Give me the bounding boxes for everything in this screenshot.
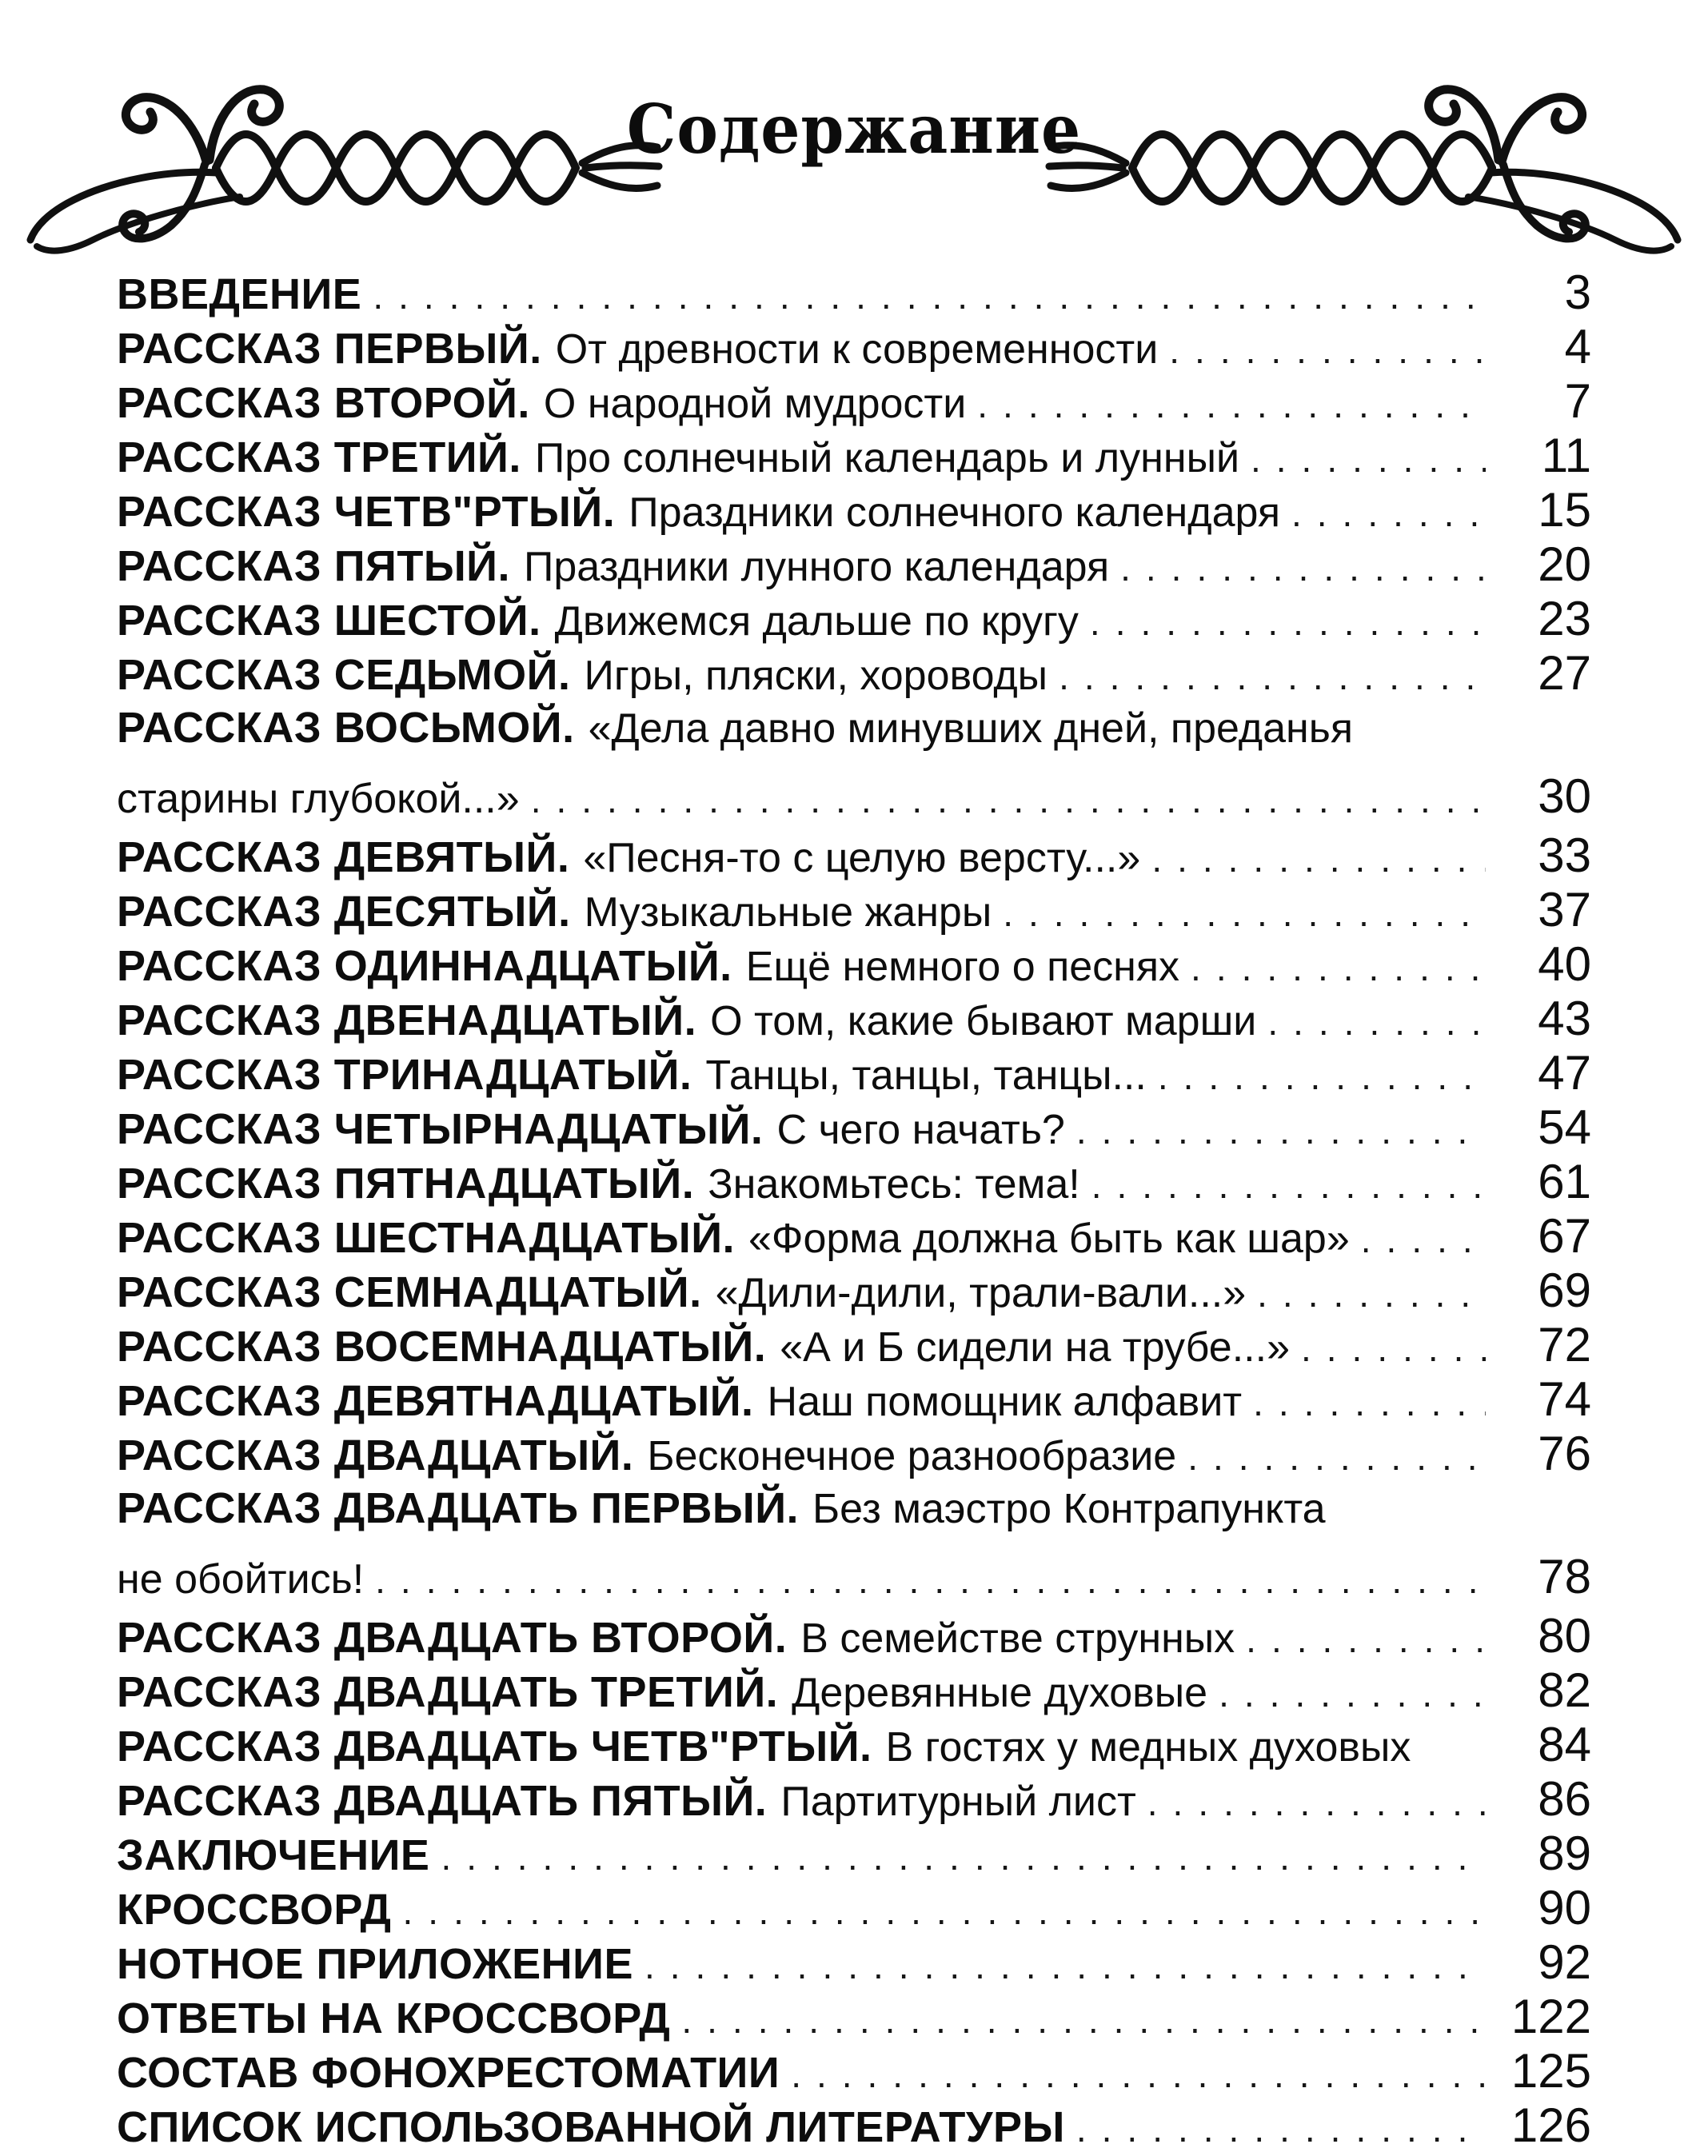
toc-entry-label: ОТВЕТЫ НА КРОССВОРД — [117, 1994, 671, 2042]
toc-entry-page: 33 — [1538, 828, 1591, 882]
toc-entry-label: РАССКАЗ ОДИННАДЦАТЫЙ. — [117, 942, 732, 990]
dot-leader — [681, 1993, 1486, 2047]
toc-entry-page: 80 — [1538, 1609, 1591, 1663]
toc-entry-label: РАССКАЗ ВОСЕМНАДЦАТЫЙ. — [117, 1323, 767, 1371]
toc-entry-label: РАССКАЗ ДЕСЯТЫЙ. — [117, 888, 571, 936]
toc-entry-label: РАССКАЗ ДВАДЦАТЬ ПЕРВЫЙ. — [117, 1484, 800, 1532]
toc-entry-label: РАССКАЗ ЧЕТВ"РТЫЙ. — [117, 488, 616, 536]
toc-entry-desc: В семействе струнных — [800, 1615, 1235, 1662]
toc-entry-page: 90 — [1538, 1881, 1591, 1934]
toc-entry-desc: Бесконечное разнообразие — [647, 1433, 1177, 1479]
toc-entry-desc: Праздники солнечного календаря — [629, 489, 1280, 536]
toc-entry-desc: С чего начать? — [776, 1107, 1065, 1153]
dot-leader — [1169, 323, 1486, 377]
toc-entry-desc: «Форма должна быть как шар» — [748, 1216, 1350, 1262]
dot-leader — [1251, 432, 1486, 486]
toc-entry-page: 78 — [1538, 1550, 1591, 1603]
toc-entry-label: СОСТАВ ФОНОХРЕСТОМАТИИ — [117, 2049, 780, 2097]
dot-leader — [977, 377, 1486, 432]
toc-entry-page: 20 — [1538, 537, 1591, 591]
dot-leader — [441, 1830, 1486, 1884]
toc-entry — [117, 883, 1591, 937]
toc-entry — [117, 1663, 1591, 1718]
toc-entry-label: РАССКАЗ ПЯТЫЙ. — [117, 542, 510, 590]
dot-leader — [1361, 1212, 1486, 1267]
toc-entry-desc: Праздники лунного календаря — [524, 544, 1110, 590]
toc-entry-label: РАССКАЗ СЕДЬМОЙ. — [117, 651, 571, 699]
page-header — [0, 0, 1708, 266]
toc-entry-label: НОТНОЕ ПРИЛОЖЕНИЕ — [117, 1940, 633, 1988]
toc-entry-desc: Движемся дальше по кругу — [554, 598, 1079, 645]
toc-entry — [117, 1318, 1591, 1372]
toc-entry-label: СПИСОК ИСПОЛЬЗОВАННОЙ ЛИТЕРАТУРЫ — [117, 2103, 1065, 2151]
toc-entry-desc: «Дили-дили, трали-вали...» — [715, 1270, 1247, 1316]
toc-entry — [117, 2044, 1591, 2098]
toc-entry — [117, 1550, 1591, 1604]
toc-entry-page: 72 — [1538, 1318, 1591, 1371]
toc-entry — [117, 828, 1591, 883]
toc-entry-label: РАССКАЗ ТРИНАДЦАТЫЙ. — [117, 1051, 692, 1099]
toc-entry — [117, 374, 1591, 429]
toc-entry — [117, 769, 1591, 824]
toc-entry-label: ЗАКЛЮЧЕНИЕ — [117, 1831, 430, 1879]
dot-leader — [1151, 832, 1486, 886]
toc-entry-desc: старины глубокой...» — [117, 776, 520, 822]
dot-leader — [375, 1553, 1486, 1607]
toc-entry-desc: Музыкальные жанры — [584, 889, 992, 936]
toc-entry-label: РАССКАЗ ДВАДЦАТЬ ТРЕТИЙ. — [117, 1668, 779, 1716]
toc-entry — [117, 1609, 1591, 1663]
dot-leader — [1076, 2102, 1486, 2156]
toc-entry — [117, 1935, 1591, 1990]
toc-entry-desc: Партитурный лист — [780, 1779, 1136, 1825]
toc-entry — [117, 1427, 1591, 1481]
toc-entry — [117, 1100, 1591, 1155]
dot-leader — [373, 269, 1486, 323]
toc-entry-label: РАССКАЗ ВТОРОЙ. — [117, 379, 530, 427]
toc-entry-desc: Без маэстро Контрапункта — [812, 1486, 1326, 1532]
toc-entry-desc: Игры, пляски, хороводы — [584, 653, 1048, 699]
toc-entry — [117, 320, 1591, 374]
toc-entry — [117, 1046, 1591, 1100]
toc-entry-label: РАССКАЗ ДВЕНАДЦАТЫЙ. — [117, 996, 697, 1044]
toc-entry-label: РАССКАЗ ШЕСТНАДЦАТЫЙ. — [117, 1214, 736, 1262]
toc-entry-desc: От древности к современности — [555, 326, 1159, 373]
toc-entry-page: 54 — [1538, 1100, 1591, 1154]
dot-leader — [1301, 1321, 1486, 1375]
dot-leader — [1158, 1049, 1486, 1104]
dot-leader — [1291, 486, 1486, 541]
dot-leader — [1090, 595, 1486, 649]
dot-leader — [1191, 940, 1486, 995]
dot-leader — [791, 2047, 1486, 2102]
toc-entry-page: 89 — [1538, 1827, 1591, 1880]
toc-entry-desc: Ещё немного о песнях — [745, 944, 1180, 990]
toc-entry-desc: В гостях у медных духовых — [885, 1724, 1411, 1771]
toc-entry — [117, 1481, 1591, 1535]
toc-entry-page: 125 — [1510, 2044, 1591, 2098]
toc-entry — [117, 1155, 1591, 1209]
toc-entry — [117, 992, 1591, 1046]
toc-entry-label: РАССКАЗ ЧЕТЫРНАДЦАТЫЙ. — [117, 1105, 764, 1153]
toc-entry-page: 76 — [1538, 1427, 1591, 1480]
toc-entry-label: РАССКАЗ ДЕВЯТЫЙ. — [117, 833, 570, 881]
dot-leader — [1219, 1667, 1486, 1721]
toc-entry — [117, 1209, 1591, 1264]
toc-entry — [117, 1990, 1591, 2044]
dot-leader — [1267, 995, 1486, 1049]
toc-entry-page: 92 — [1538, 1935, 1591, 1989]
toc-entry — [117, 937, 1591, 992]
toc-entry — [117, 701, 1591, 755]
dot-leader — [1003, 886, 1486, 940]
toc-entry — [117, 1372, 1591, 1427]
toc-entry-page: 3 — [1564, 266, 1591, 319]
toc-entry-page: 47 — [1538, 1046, 1591, 1100]
toc-entry-page: 84 — [1538, 1718, 1591, 1771]
toc-list — [0, 266, 1708, 2153]
toc-entry-page: 37 — [1538, 883, 1591, 936]
toc-entry-page: 126 — [1510, 2098, 1591, 2152]
toc-entry-desc: «Дела давно минувших дней, преданья — [588, 705, 1354, 752]
toc-entry-label: РАССКАЗ ПЯТНАДЦАТЫЙ. — [117, 1160, 695, 1208]
toc-entry-page: 7 — [1564, 374, 1591, 428]
toc-entry — [117, 1881, 1591, 1935]
toc-entry — [117, 592, 1591, 646]
toc-entry-page: 69 — [1538, 1264, 1591, 1317]
toc-entry-page: 23 — [1538, 592, 1591, 645]
toc-entry-page: 67 — [1538, 1209, 1591, 1263]
toc-entry-label: РАССКАЗ ДВАДЦАТЬ ВТОРОЙ. — [117, 1614, 788, 1662]
dot-leader — [1059, 649, 1486, 704]
toc-entry-page: 74 — [1538, 1372, 1591, 1426]
toc-entry-desc: О том, какие бывают марши — [710, 998, 1257, 1044]
toc-entry — [117, 537, 1591, 592]
toc-entry-desc: не обойтись! — [117, 1556, 365, 1603]
toc-entry-page: 43 — [1538, 992, 1591, 1045]
toc-entry — [117, 646, 1591, 701]
toc-entry-label: РАССКАЗ ТРЕТИЙ. — [117, 433, 521, 481]
toc-entry-label: РАССКАЗ ДВАДЦАТЬ ЧЕТВ"РТЫЙ. — [117, 1723, 872, 1771]
toc-entry-label: РАССКАЗ ШЕСТОЙ. — [117, 597, 541, 645]
toc-entry-page: 15 — [1538, 483, 1591, 537]
dot-leader — [1147, 1775, 1486, 1830]
toc-entry-label: РАССКАЗ ПЕРВЫЙ. — [117, 325, 542, 373]
toc-entry — [117, 429, 1591, 483]
toc-entry — [117, 483, 1591, 537]
toc-entry-desc: «Песня-то с целую версту...» — [583, 835, 1141, 881]
toc-entry-desc: Наш помощник алфавит — [767, 1379, 1243, 1425]
toc-entry-desc: Деревянные духовые — [792, 1670, 1208, 1716]
dot-leader — [1246, 1612, 1486, 1667]
dot-leader — [1091, 1158, 1486, 1212]
toc-entry-label: ВВЕДЕНИЕ — [117, 270, 362, 318]
toc-entry-desc: Знакомьтесь: тема! — [708, 1161, 1080, 1208]
toc-entry — [117, 266, 1591, 320]
toc-entry-label: КРОССВОРД — [117, 1886, 392, 1934]
toc-entry-desc: Танцы, танцы, танцы... — [705, 1052, 1147, 1099]
dot-leader — [531, 773, 1486, 827]
toc-entry-label: РАССКАЗ ДВАДЦАТЬ ПЯТЫЙ. — [117, 1777, 768, 1825]
toc-entry-page: 40 — [1538, 937, 1591, 991]
toc-entry — [117, 1718, 1591, 1772]
toc-entry-page: 27 — [1538, 646, 1591, 700]
toc-entry — [117, 1264, 1591, 1318]
toc-entry — [117, 1827, 1591, 1881]
toc-entry-page: 4 — [1564, 320, 1591, 373]
toc-entry-label: РАССКАЗ ДВАДЦАТЫЙ. — [117, 1431, 634, 1479]
toc-entry-label: РАССКАЗ СЕМНАДЦАТЫЙ. — [117, 1268, 702, 1316]
toc-entry-label: РАССКАЗ ДЕВЯТНАДЦАТЫЙ. — [117, 1377, 754, 1425]
toc-entry-label: РАССКАЗ ВОСЬМОЙ. — [117, 704, 575, 752]
toc-entry — [117, 1772, 1591, 1827]
toc-entry — [117, 2098, 1591, 2153]
dot-leader — [1253, 1375, 1486, 1430]
dot-leader — [403, 1884, 1486, 1938]
toc-entry-page: 61 — [1538, 1155, 1591, 1208]
toc-entry-page: 86 — [1538, 1772, 1591, 1826]
toc-entry-desc: «А и Б сидели на трубе...» — [780, 1324, 1290, 1371]
toc-entry-page: 82 — [1538, 1663, 1591, 1717]
dot-leader — [644, 1938, 1486, 1993]
dot-leader — [1076, 1104, 1486, 1158]
toc-entry-page: 11 — [1541, 429, 1591, 482]
toc-entry-desc: О народной мудрости — [543, 381, 967, 427]
toc-entry-desc: Про солнечный календарь и лунный — [534, 435, 1239, 481]
dot-leader — [1257, 1267, 1486, 1321]
dot-leader — [1120, 541, 1486, 595]
toc-entry-page: 30 — [1538, 769, 1591, 823]
page-title: Содержание — [626, 90, 1082, 169]
dot-leader — [1187, 1430, 1486, 1484]
toc-entry-page: 122 — [1510, 1990, 1591, 2043]
